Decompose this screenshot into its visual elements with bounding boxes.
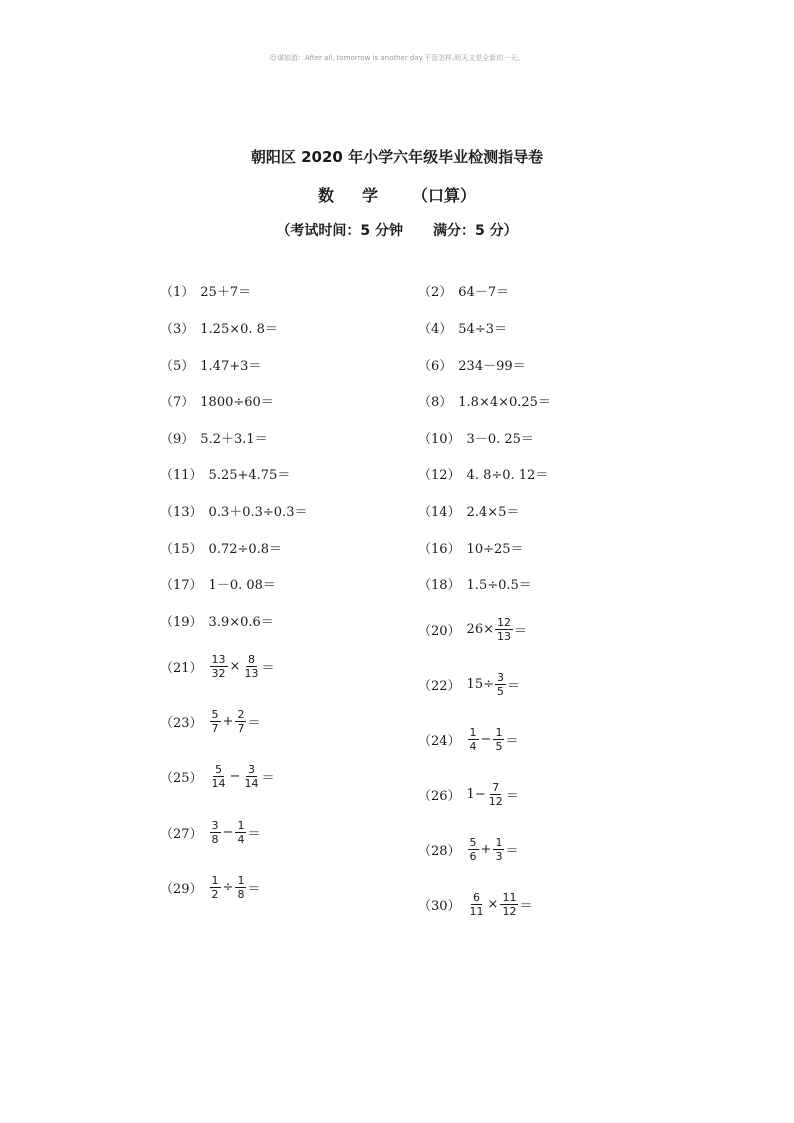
equals-sign: ＝	[513, 623, 527, 639]
question-expression: 1800÷60＝	[200, 394, 274, 410]
numerator: 7	[492, 780, 500, 794]
fraction	[493, 726, 504, 753]
question-9	[160, 427, 268, 447]
question-expression	[209, 874, 261, 901]
question-12	[418, 463, 548, 483]
question-14	[418, 500, 519, 520]
question-number: （28）	[418, 843, 461, 859]
fraction	[242, 653, 260, 680]
question-expression: 1.8×4×0.25＝	[458, 394, 551, 410]
denominator: 32	[211, 666, 226, 680]
question-number: （8）	[418, 394, 453, 410]
fraction	[495, 671, 506, 698]
exam-score: 满分：5 分）	[433, 223, 518, 239]
question-23	[160, 707, 261, 735]
question-19	[160, 610, 274, 630]
denominator: 7	[211, 721, 219, 735]
question-29	[160, 873, 261, 901]
fraction	[468, 836, 479, 863]
question-7	[160, 390, 274, 410]
operator: +	[480, 841, 492, 857]
denominator: 7	[237, 721, 245, 735]
numerator: 1	[211, 873, 219, 887]
question-expression: 1.47+3＝	[200, 358, 262, 374]
question-11	[160, 463, 290, 483]
question-21	[160, 652, 275, 680]
question-26	[418, 780, 519, 808]
question-expression: 5.25+4.75＝	[208, 467, 291, 483]
question-number: （11）	[160, 467, 203, 483]
denominator: 4	[237, 832, 245, 846]
question-expression: 1.5÷0.5＝	[466, 577, 532, 593]
question-expression	[467, 891, 533, 918]
expression-prefix: 1−	[466, 786, 486, 802]
equals-sign: ＝	[506, 678, 520, 694]
question-number: （27）	[160, 826, 203, 842]
numerator: 5	[211, 707, 219, 721]
question-expression: 234－99＝	[458, 358, 526, 374]
fraction	[210, 653, 228, 680]
numerator: 3	[211, 818, 219, 832]
denominator: 11	[469, 904, 484, 918]
question-expression: 1.25×0. 8＝	[200, 321, 278, 337]
page-title: 朝阳区 2020 年小学六年级毕业检测指导卷	[250, 148, 544, 166]
numerator: 3	[496, 670, 504, 684]
question-expression	[209, 819, 261, 846]
equals-sign: ＝	[505, 733, 519, 749]
question-16	[418, 537, 524, 557]
question-expression: 64－7＝	[458, 284, 510, 300]
fraction	[235, 819, 246, 846]
fraction	[493, 836, 504, 863]
subject-line	[0, 183, 794, 206]
equals-sign: ＝	[247, 715, 261, 731]
question-expression	[209, 763, 275, 790]
question-number: （14）	[418, 504, 461, 520]
subject-type: （口算）	[412, 186, 477, 205]
question-number: （26）	[418, 788, 461, 804]
question-17	[160, 573, 276, 593]
denominator: 6	[469, 849, 477, 863]
question-expression	[467, 836, 519, 863]
question-1	[160, 280, 251, 300]
numerator: 1	[469, 725, 477, 739]
question-8	[418, 390, 551, 410]
question-30	[418, 890, 533, 918]
question-expression: 5.2＋3.1＝	[200, 431, 268, 447]
denominator: 5	[496, 684, 504, 698]
numerator: 5	[469, 835, 477, 849]
question-expression: 2.4×5＝	[466, 504, 520, 520]
fraction	[500, 891, 518, 918]
equals-sign: ＝	[247, 826, 261, 842]
question-expression	[467, 671, 520, 698]
question-number: （19）	[160, 614, 203, 630]
numerator: 1	[237, 818, 245, 832]
question-number: （3）	[160, 321, 195, 337]
question-number: （6）	[418, 358, 453, 374]
numerator: 12	[496, 615, 511, 629]
question-number: （10）	[418, 431, 461, 447]
question-expression	[467, 616, 527, 643]
subject-char-2: 学	[361, 186, 378, 205]
question-expression	[209, 708, 261, 735]
equals-sign: ＝	[505, 788, 519, 804]
fraction	[210, 708, 221, 735]
question-number: （1）	[160, 284, 195, 300]
question-number: （18）	[418, 577, 461, 593]
equals-sign: ＝	[505, 843, 519, 859]
fraction	[468, 726, 479, 753]
equals-sign: ＝	[261, 660, 275, 676]
numerator: 1	[495, 725, 503, 739]
fraction	[210, 763, 228, 790]
numerator: 3	[247, 762, 255, 776]
question-number: （7）	[160, 394, 195, 410]
question-number: （20）	[418, 623, 461, 639]
numerator: 8	[247, 652, 255, 666]
operator: +	[222, 713, 234, 729]
question-number: （9）	[160, 431, 195, 447]
question-number: （13）	[160, 504, 203, 520]
question-number: （5）	[160, 358, 195, 374]
equals-sign: ＝	[247, 881, 261, 897]
fraction	[468, 891, 486, 918]
question-13	[160, 500, 307, 520]
question-number: （16）	[418, 541, 461, 557]
watermark: ☺谋如游：After all, tomorrow is another day.不管怎样,明天又是全新的一天。	[269, 54, 525, 62]
denominator: 4	[469, 739, 477, 753]
exam-time: （考试时间：5 分钟	[276, 223, 403, 239]
denominator: 12	[502, 904, 517, 918]
operator: ×	[487, 896, 499, 912]
fraction	[235, 708, 246, 735]
question-3	[160, 317, 278, 337]
denominator: 13	[496, 629, 511, 643]
question-20	[418, 615, 527, 643]
question-27	[160, 818, 261, 846]
question-number: （21）	[160, 660, 203, 676]
denominator: 5	[495, 739, 503, 753]
fraction	[210, 819, 221, 846]
question-number: （17）	[160, 577, 203, 593]
question-expression	[209, 653, 275, 680]
question-2	[418, 280, 509, 300]
question-25	[160, 762, 275, 790]
question-expression: 1－0. 08＝	[208, 577, 276, 593]
denominator: 14	[211, 776, 226, 790]
denominator: 8	[211, 832, 219, 846]
operator: ×	[229, 658, 241, 674]
question-22	[418, 670, 520, 698]
fraction	[235, 874, 246, 901]
question-expression: 0.3＋0.3÷0.3＝	[208, 504, 308, 520]
operator: ÷	[222, 879, 234, 895]
operator: −	[229, 768, 241, 784]
question-expression: 25＋7＝	[200, 284, 252, 300]
question-10	[418, 427, 534, 447]
question-number: （15）	[160, 541, 203, 557]
numerator: 1	[495, 835, 503, 849]
question-24	[418, 725, 519, 753]
question-6	[418, 354, 526, 374]
equals-sign: ＝	[519, 898, 533, 914]
fraction	[487, 781, 505, 808]
fraction	[495, 616, 513, 643]
expression-prefix: 15÷	[466, 676, 494, 692]
question-15	[160, 537, 282, 557]
question-number: （24）	[418, 733, 461, 749]
question-number: （25）	[160, 770, 203, 786]
denominator: 13	[244, 666, 259, 680]
numerator: 5	[215, 762, 223, 776]
question-number: （12）	[418, 467, 461, 483]
denominator: 12	[488, 794, 503, 808]
question-number: （30）	[418, 898, 461, 914]
question-18	[418, 573, 532, 593]
subject-char-1: 数	[317, 186, 334, 205]
denominator: 14	[244, 776, 259, 790]
question-number: （22）	[418, 678, 461, 694]
denominator: 3	[495, 849, 503, 863]
question-28	[418, 835, 519, 863]
fraction	[210, 874, 221, 901]
question-number: （23）	[160, 715, 203, 731]
operator: −	[222, 824, 234, 840]
question-expression: 0.72÷0.8＝	[208, 541, 283, 557]
question-expression: 54÷3＝	[458, 321, 507, 337]
expression-prefix: 26×	[466, 621, 494, 637]
question-expression: 3－0. 25＝	[466, 431, 534, 447]
denominator: 2	[211, 887, 219, 901]
denominator: 8	[237, 887, 245, 901]
equals-sign: ＝	[261, 770, 275, 786]
question-number: （2）	[418, 284, 453, 300]
numerator: 11	[502, 890, 517, 904]
question-expression: 4. 8÷0. 12＝	[466, 467, 549, 483]
fraction	[242, 763, 260, 790]
question-expression: 3.9×0.6＝	[208, 614, 274, 630]
numerator: 6	[473, 890, 481, 904]
question-number: （29）	[160, 881, 203, 897]
exam-info	[0, 220, 794, 240]
question-expression	[467, 726, 519, 753]
numerator: 1	[237, 873, 245, 887]
question-4	[418, 317, 507, 337]
numerator: 2	[237, 707, 245, 721]
operator: −	[480, 731, 492, 747]
question-expression	[467, 781, 519, 808]
numerator: 13	[211, 652, 226, 666]
question-expression: 10÷25＝	[466, 541, 524, 557]
question-5	[160, 354, 261, 374]
question-number: （4）	[418, 321, 453, 337]
